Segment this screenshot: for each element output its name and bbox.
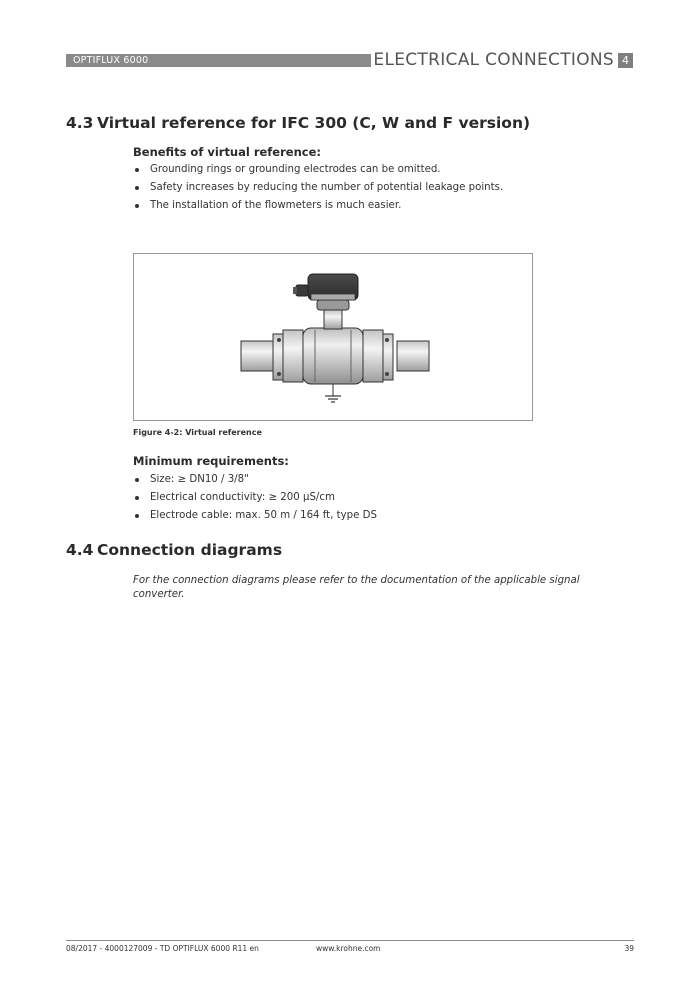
bullet-icon [135,168,139,172]
section-number: 4.3 [66,114,94,132]
section-4-3-heading [66,114,530,132]
section-title: Connection diagrams [97,541,283,559]
list-item: Grounding rings or grounding electrodes can be omitted. [133,162,503,180]
list-item: The installation of the flowmeters is much easier. [133,198,503,216]
chapter-number-badge: 4 [618,53,633,68]
header-chapter-title: ELECTRICAL CONNECTIONS [373,50,614,70]
section-4-4-heading [66,541,282,559]
bullet-icon [135,186,139,190]
list-item: Size: ≥ DN10 / 3/8" [133,472,377,490]
benefits-heading: Benefits of virtual reference: [133,145,321,159]
benefits-list [133,162,503,216]
figure-virtual-reference [133,253,533,421]
list-item: Electrode cable: max. 50 m / 164 ft, type DS [133,508,377,526]
flowmeter-illustration [134,254,532,420]
bullet-icon [135,514,139,518]
bullet-icon [135,496,139,500]
requirements-list [133,472,377,526]
footer-website-link[interactable]: www.krohne.com [316,944,381,953]
bullet-icon [135,204,139,208]
requirements-heading: Minimum requirements: [133,454,289,468]
list-item: Electrical conductivity: ≥ 200 µS/cm [133,490,377,508]
header-product-label: OPTIFLUX 6000 [73,55,149,66]
list-item: Safety increases by reducing the number of potential leakage points. [133,180,503,198]
section-number: 4.4 [66,541,94,559]
header-product-bar [66,54,371,67]
bullet-icon [135,478,139,482]
section-title: Virtual reference for IFC 300 (C, W and F version) [97,114,531,132]
footer-page-number: 39 [624,944,634,953]
footer-divider [66,940,634,941]
figure-caption: Figure 4-2: Virtual reference [133,428,262,437]
footer-doc-ref: 08/2017 - 4000127009 - TD OPTIFLUX 6000 R11 en [66,944,259,953]
connection-diagrams-note: For the connection diagrams please refer to the documentation of the applicable signal converter. [133,575,580,600]
